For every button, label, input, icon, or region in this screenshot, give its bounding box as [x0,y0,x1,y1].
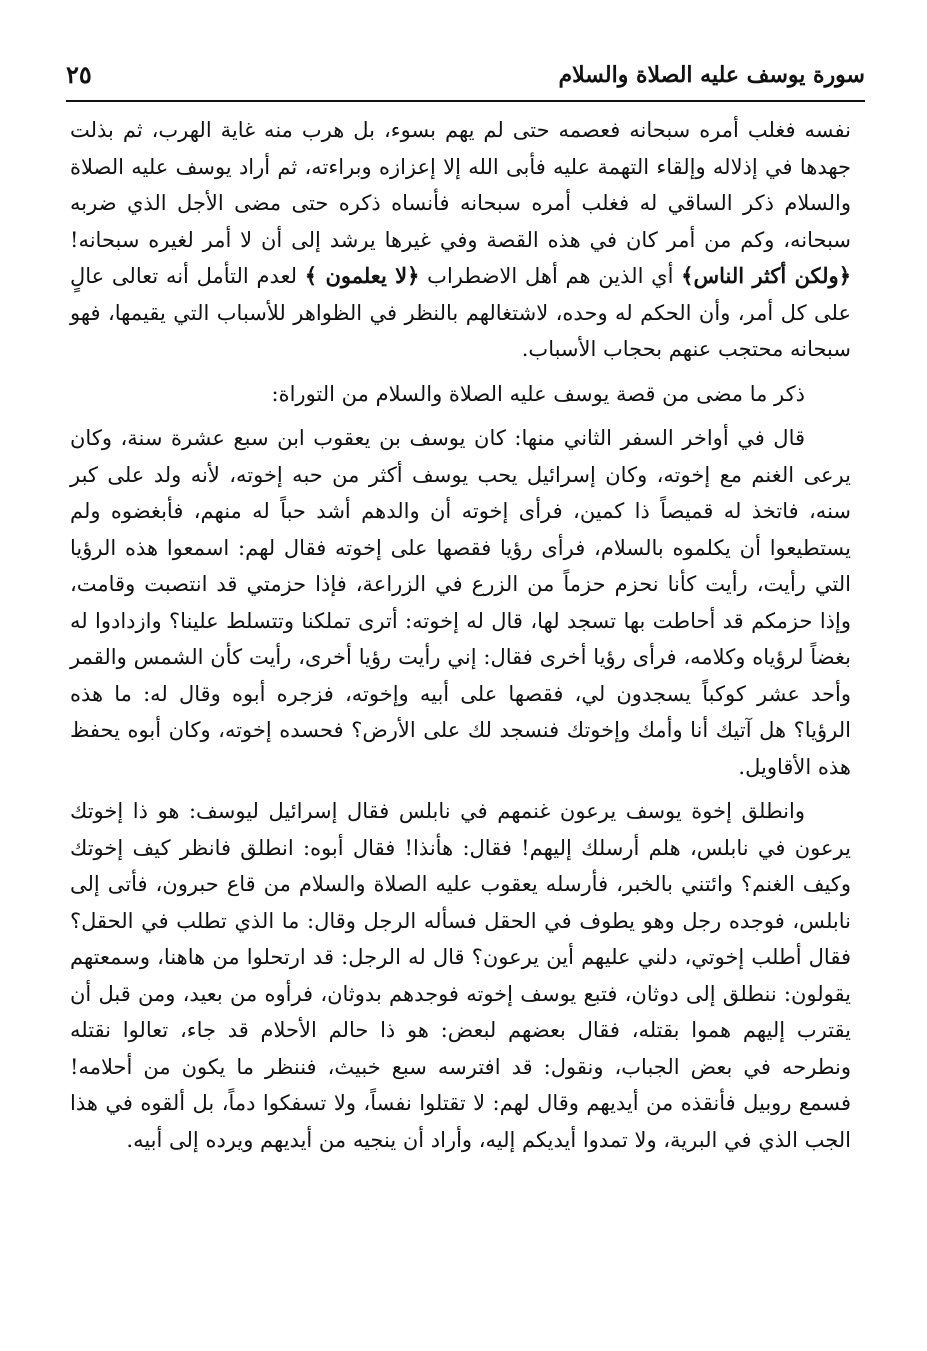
page-number: ٢٥ [66,60,92,89]
paragraph-1-text-end: لعدم التأمل أنه تعالى عالٍ على كل أمر، وأن الحكم له وحده، لاشتغالهم بالنظر في الظواهر للأسباب التي يقيمها، فهو سبحانه محتجب عنهم بحجاب الأسباب. [70,264,851,361]
paragraph-1-text-middle: أي الذين هم أهل الاضطراب [419,264,682,288]
quran-quote-1: ﴿ولكن أكثر الناس﴾ [681,263,851,288]
page-body [70,112,851,1158]
paragraph-4: وانطلق إخوة يوسف يرعون غنمهم في نابلس فقال إسرائيل ليوسف: هو ذا إخوتك يرعون في نابلس، هلم أرسلك إليهم! فقال: هأنذا! فقال أبوه: انطلق فانظر كيف إخوتك وكيف الغنم؟ وائتني بالخبر، فأرسله يعقوب عليه الصلاة والسلام من قاع حبرون، فأتى إلى نابلس، فوجده رجل وهو يطوف في الحقل فسأله الرجل وقال: ما الذي تطلب في الحقل؟ فقال أطلب إخوتي، دلني عليهم أين يرعون؟ قال له الرجل: قد ارتحلوا من هاهنا، وسمعتهم يقولون: ننطلق إلى دوثان، فتبع يوسف إخوته فوجدهم بدوثان، فرأوه من بعيد، ومن قبل أن يقترب إليهم هموا بقتله، فقال بعضهم لبعض: هو ذا حالم الأحلام قد جاء، تعالوا نقتله ونطرحه في بعض الجباب، ونقول: قد افترسه سبع خبيث، فننظر ما يكون من أحلامه! فسمع روبيل فأنقذه من أيديهم وقال لهم: لا تقتلوا نفساً، ولا تسفكوا دماً، بل ألقوه في هذا الجب الذي في البرية، ولا تمدوا أيديكم إليه، وأراد أن ينجيه من أيديهم ويرده إلى أبيه. [70,799,851,1152]
paragraph-2: ذكر ما مضى من قصة يوسف عليه الصلاة والسلام من التوراة: [271,381,805,406]
paragraph-3: قال في أواخر السفر الثاني منها: كان يوسف بن يعقوب ابن سبع عشرة سنة، وكان يرعى الغنم مع إخوته، وكان إسرائيل يحب يوسف أكثر من حبه إخوته، لأنه ولد على كبر سنه، فاتخذ له قميصاً ذا كمين، فرأى إخوته أن والدهم أشد حباً له منهم، فأبغضوه ولم يستطيعوا أن يكلموه بالسلام، فرأى رؤيا فقصها على إخوته فقال لهم: اسمعوا هذه الرؤيا التي رأيت، رأيت كأنا نحزم حزماً من الزرع في الزراعة، فإذا حزمتي قد انتصبت وقامت، وإذا حزمكم قد أحاطت بها تسجد لها، قال له إخوته: أترى تملكنا وتتسلط علينا؟ وازدادوا له بغضاً لرؤياه وكلامه، فرأى رؤيا أخرى فقال: إني رأيت رؤيا أخرى، رأيت كأن الشمس والقمر وأحد عشر كوكباً يسجدون لي، فقصها على أبيه وإخوته، فزجره أبوه وقال له: ما هذه الرؤيا؟ هل آتيك أنا وأمك وإخوتك فنسجد لك على الأرض؟ فحسده إخوته، وكان أبوه يحفظ هذه الأقاويل. [70,426,851,779]
paragraph-1-text-start: نفسه فغلب أمره سبحانه فعصمه حتى لم يهم بسوء، بل هرب منه غاية الهرب، ثم بذلت جهدها في إذلاله وإلقاء التهمة عليه فأبى الله إلا إعزازه وبراءته، ثم أراد يوسف عليه الصلاة والسلام ذكر الساقي له فغلب أمره سبحانه فأنساه ذكره حتى مضى الأجل الذي ضربه سبحانه، وكم من أمر كان في هذه القصة وفي غيرها يرشد إلى أن لا أمر لغيره سبحانه! [70,118,852,252]
page-header [66,58,865,102]
paragraph-1 [70,112,851,368]
header-rule [66,100,865,102]
quran-quote-2: ﴿لا يعلمون ﴾ [304,263,420,288]
running-title: سورة يوسف عليه الصلاة والسلام [558,62,865,88]
